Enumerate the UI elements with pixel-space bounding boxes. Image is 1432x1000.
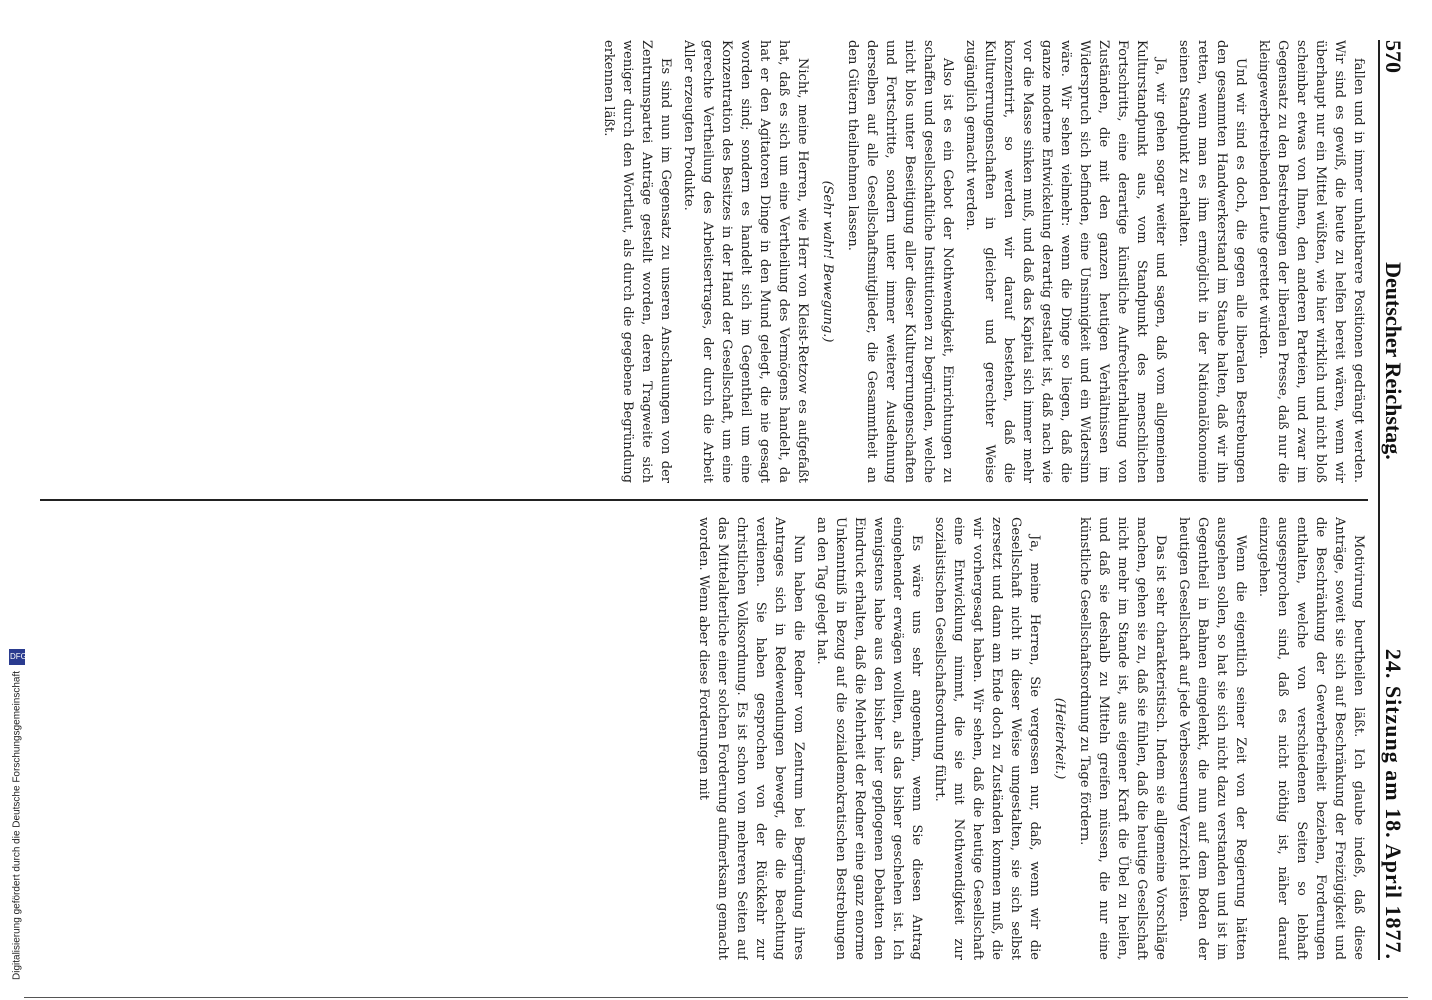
paragraph: Es sind nun im Gegensatz zu unseren Anschauungen von der Zentrumspartei Anträge gestellt worden, deren Tragweite sich weniger durch den Wortlaut, als durch die gegebene Begründung erkennen läßt.: [601, 40, 673, 483]
dfg-logo-icon: DFG: [9, 649, 25, 665]
audience-cue: (Sehr wahr! Bewegung.): [820, 180, 835, 343]
left-column: [40, 40, 1368, 483]
paragraph: Ja, meine Herren, Sie vergessen nur, daß, wenn wir die Gesellschaft nicht in dieser Weise umgestalten, sie sich selbst zersetzt und dann am Ende doch zu Zuständen kommen muß, die wir vorhergesagt haben. Wir sehen, daß die heutige Gesellschaft eine Entwicklung nimmt, die sie mit Nothwendigkeit zur sozialistischen Gesellschaftsordnung führt.: [932, 517, 1042, 960]
paragraph: Motivirung beurtheilen läßt. Ich glaube indeß, daß diese Anträge, soweit sie sich auf Beschränkung der Freizügigkeit und die Beschränkung der Gewerbefreiheit beziehen, Forderungen enthalten, welche von verschiedenen Seiten so lebhaft ausgesprochen sind, daß es nicht nöthig ist, näher darauf einzugehen.: [1256, 517, 1366, 960]
paragraph: fallen und in immer unhaltbarere Positionen gedrängt werden. Wir sind es gewiß, die heute zu helfen bereit wären, wenn wir überhaupt nur ein Mittel wüßten, wie hier wirklich und nicht bloß scheinbar etwas von Ihnen, den anderen Parteien, und zwar im Gegensatz zu den Bestrebungen der liberalen Presse, daß nur die kleingewerbetreibenden Leute gerettet würden.: [1256, 40, 1366, 483]
paragraph: Also ist es ein Gebot der Nothwendigkeit, Einrichtungen zu schaffen und gesellschaftliche Institutionen zu begründen, welche nicht blos unter Beseitigung aller dieser Kulturerrungenschaften und Fortschritte, sondern unter immer weiterer Ausdehnung derselben auf alle Gesellschaftsmitglieder, die Gesammtheit an den Gütern theilnehmen lassen.: [845, 40, 955, 483]
publication-title: Deutscher Reichstag.: [1381, 262, 1406, 460]
column-divider: [40, 499, 1368, 501]
session-date: 24. Sitzung am 18. April 1877.: [1381, 648, 1406, 960]
paragraph: Ja, wir gehen sogar weiter und sagen, daß vom allgemeinen Kulturstandpunkt aus, vom Standpunkt des menschlichen Fortschritts, eine derartige künstliche Aufrechterhaltung von Zuständen, die mit den ganzen heutigen Verhältnissen im Widerspruch sich befinden, eine Unsinnigkeit und ein Widersinn wäre. Wir sehen vielmehr: wenn die Dinge so liegen, daß die ganze moderne Entwickelung derartig gestaltet ist, daß nach wie vor die Masse sinken muß, und daß das Kapital sich immer mehr konzentrirt, so werden wir darauf bestehen, daß die Kulturerrungenschaften in gleicher und gerechter Weise zugänglich gemacht werden.: [963, 40, 1168, 483]
page-header: [1378, 40, 1412, 960]
page-number: 570: [1381, 40, 1406, 73]
text-columns: [40, 40, 1368, 960]
scan-edge-divider: [24, 997, 1408, 998]
audience-cue: (Heiterkeit.): [1052, 697, 1067, 780]
right-column: [40, 517, 1368, 960]
paragraph: Nun haben die Redner vom Zentrum bei Begründung ihres Antrages sich in Redewendungen bewegt, die die Beachtung verdienen. Sie haben gesprochen von der Rückkehr zur christlichen Volksordnung. Es ist schon von mehreren Seiten auf das Mittelalterliche einer solchen Forderung aufmerksam gemacht worden. Wenn aber diese Forderungen mit: [696, 517, 806, 960]
paragraph: Und wir sind es doch, die gegen alle liberalen Bestrebungen den gesammten Handwerkerstand im Staube halten, daß wir ihn retten, wenn man es ihm ermöglicht in der Nationalökonomie seinen Standpunkt zu erhalten.: [1176, 40, 1248, 483]
credit-text: Digitalisierung gefördert durch die Deutsche Forschungsgemeinschaft: [11, 670, 23, 980]
digitization-credit: [8, 130, 26, 980]
paragraph: Nicht, meine Herren, wie Herr von Kleist-Retzow es aufgefaßt hat, daß es sich um eine Vertheilung des Vermögens handelt, da hat er den Agitatoren Dinge in den Mund gelegt, die nie gesagt worden sind; sondern es handelt sich im Gegentheil um eine Konzentration des Besitzes in der Hand der Gesellschaft, um eine gerechte Vertheilung des Arbeitsertrages, der durch die Arbeit Aller erzeugten Produkte.: [681, 40, 810, 483]
paragraph: Wenn die eigentlich seiner Zeit von der Regierung hätten ausgehen sollen, so hat sie sich nicht dazu verstanden und ist im Gegentheil in Bahnen eingelenkt, die nun auf dem Boden der heutigen Gesellschaft auf jede Verbesserung Verzicht leisten.: [1176, 517, 1248, 960]
paragraph: Das ist sehr charakteristisch. Indem sie allgemeine Vorschläge machen, gehen sie zu, daß sie fühlen, daß die heutige Gesellschaft nicht mehr im Stande ist, aus eigener Kraft die Übel zu heilen, und daß sie deshalb zu Mitteln greifen müssen, die nur eine künstliche Gesellschaftsordnung zu Tage fördern.: [1077, 517, 1168, 960]
paragraph: Es wäre uns sehr angenehm, wenn Sie diesen Antrag eingehender erwägen wollten, als das bisher geschehen ist. Ich wenigstens habe aus den bisher hier gepflogenen Debatten den Eindruck erhalten, daß die Mehrheit der Redner eine ganz enorme Unkenntniß in Bezug auf die sozialdemokratischen Bestrebungen an den Tag gelegt hat.: [814, 517, 924, 960]
